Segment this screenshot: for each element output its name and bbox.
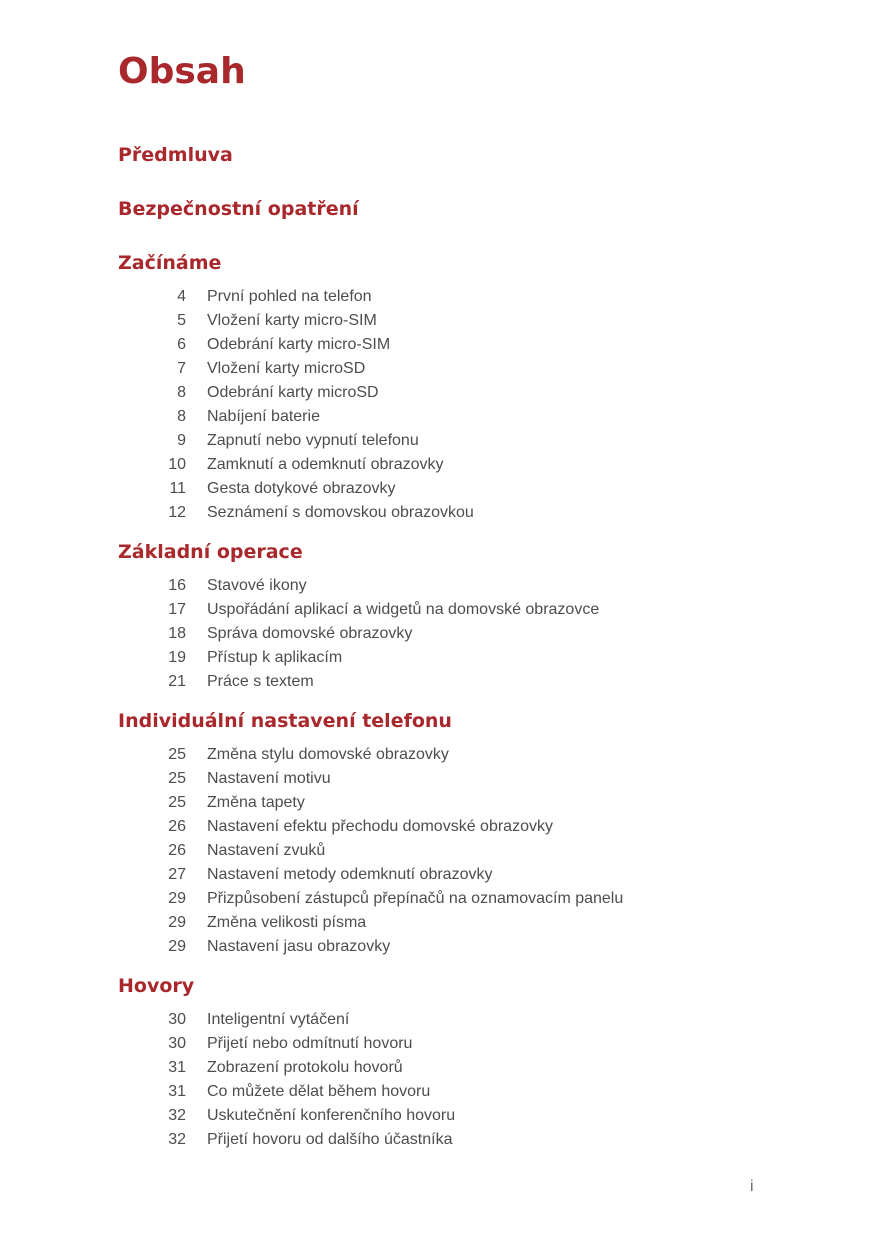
toc-entry[interactable] <box>118 767 758 791</box>
toc-entry[interactable] <box>118 839 758 863</box>
entry-page-number: 16 <box>168 577 186 594</box>
toc-entry[interactable] <box>118 622 758 646</box>
toc-entry[interactable] <box>118 1008 758 1032</box>
entry-title: Stavové ikony <box>207 577 307 594</box>
toc-entry[interactable] <box>118 887 758 911</box>
page-number: i <box>750 1178 754 1195</box>
entry-title: Nastavení efektu přechodu domovské obrazovky <box>207 818 553 835</box>
toc-entry[interactable] <box>118 357 758 381</box>
entry-page-number: 4 <box>177 288 186 305</box>
entry-title: Gesta dotykové obrazovky <box>207 480 396 497</box>
toc-entry[interactable] <box>118 477 758 501</box>
toc-section <box>118 140 758 170</box>
toc-entry[interactable] <box>118 501 758 525</box>
entry-page-number: 9 <box>177 432 186 449</box>
entry-page-number: 26 <box>168 818 186 835</box>
entry-page-number: 8 <box>177 384 186 401</box>
entry-page-number: 32 <box>168 1131 186 1148</box>
entry-page-number: 29 <box>168 938 186 955</box>
entry-page-number: 30 <box>168 1035 186 1052</box>
entry-page-number: 17 <box>168 601 186 618</box>
entry-title: Nastavení motivu <box>207 770 331 787</box>
toc-entry[interactable] <box>118 1080 758 1104</box>
entry-page-number: 7 <box>177 360 186 377</box>
toc-entry[interactable] <box>118 670 758 694</box>
entry-title: Nastavení jasu obrazovky <box>207 938 391 955</box>
toc-entry[interactable] <box>118 574 758 598</box>
toc-entry[interactable] <box>118 453 758 477</box>
toc-entry-list <box>118 1001 758 1152</box>
toc-entry[interactable] <box>118 598 758 622</box>
toc-entry[interactable] <box>118 1128 758 1152</box>
entry-title: Zobrazení protokolu hovorů <box>207 1059 403 1076</box>
entry-page-number: 31 <box>168 1083 186 1100</box>
toc-entry[interactable] <box>118 815 758 839</box>
entry-title: Změna stylu domovské obrazovky <box>207 746 449 763</box>
section-heading[interactable]: Začínáme <box>118 252 222 274</box>
table-of-contents <box>118 140 758 1164</box>
toc-entry-list <box>118 736 758 959</box>
entry-page-number: 8 <box>177 408 186 425</box>
toc-entry[interactable] <box>118 1104 758 1128</box>
entry-page-number: 31 <box>168 1059 186 1076</box>
entry-page-number: 21 <box>168 673 186 690</box>
toc-entry[interactable] <box>118 309 758 333</box>
toc-section <box>118 194 758 224</box>
section-heading[interactable]: Hovory <box>118 975 195 997</box>
toc-entry[interactable] <box>118 743 758 767</box>
entry-page-number: 5 <box>177 312 186 329</box>
entry-title: Práce s textem <box>207 673 314 690</box>
toc-entry[interactable] <box>118 646 758 670</box>
toc-entry[interactable] <box>118 1032 758 1056</box>
entry-title: Odebrání karty micro-SIM <box>207 336 391 353</box>
entry-page-number: 25 <box>168 746 186 763</box>
entry-title: Přijetí nebo odmítnutí hovoru <box>207 1035 413 1052</box>
toc-entry[interactable] <box>118 429 758 453</box>
entry-title: Přizpůsobení zástupců přepínačů na oznamovacím panelu <box>207 890 624 907</box>
entry-title: Přijetí hovoru od dalšího účastníka <box>207 1131 453 1148</box>
entry-page-number: 25 <box>168 770 186 787</box>
entry-title: Co můžete dělat během hovoru <box>207 1083 431 1100</box>
entry-title: Uskutečnění konferenčního hovoru <box>207 1107 456 1124</box>
toc-entry[interactable] <box>118 911 758 935</box>
entry-page-number: 18 <box>168 625 186 642</box>
entry-title: Změna velikosti písma <box>207 914 367 931</box>
entry-page-number: 26 <box>168 842 186 859</box>
entry-title: Inteligentní vytáčení <box>207 1011 350 1028</box>
entry-title: Nabíjení baterie <box>207 408 320 425</box>
section-heading[interactable]: Individuální nastavení telefonu <box>118 710 452 732</box>
entry-title: Seznámení s domovskou obrazovkou <box>207 504 474 521</box>
toc-entry[interactable] <box>118 333 758 357</box>
entry-title: Uspořádání aplikací a widgetů na domovské obrazovce <box>207 601 600 618</box>
entry-page-number: 10 <box>168 456 186 473</box>
entry-page-number: 29 <box>168 914 186 931</box>
entry-title: Změna tapety <box>207 794 305 811</box>
toc-entry[interactable] <box>118 1056 758 1080</box>
toc-section <box>118 706 758 959</box>
entry-title: Zapnutí nebo vypnutí telefonu <box>207 432 419 449</box>
toc-entry-list <box>118 278 758 525</box>
entry-page-number: 29 <box>168 890 186 907</box>
toc-entry[interactable] <box>118 863 758 887</box>
toc-section <box>118 971 758 1152</box>
section-heading[interactable]: Předmluva <box>118 144 233 166</box>
entry-title: Přístup k aplikacím <box>207 649 343 666</box>
entry-page-number: 25 <box>168 794 186 811</box>
entry-title: Nastavení zvuků <box>207 842 326 859</box>
entry-page-number: 6 <box>177 336 186 353</box>
entry-title: Zamknutí a odemknutí obrazovky <box>207 456 444 473</box>
toc-entry[interactable] <box>118 791 758 815</box>
entry-title: Nastavení metody odemknutí obrazovky <box>207 866 493 883</box>
entry-title: Vložení karty microSD <box>207 360 366 377</box>
toc-section <box>118 537 758 694</box>
entry-title: První pohled na telefon <box>207 288 372 305</box>
entry-page-number: 32 <box>168 1107 186 1124</box>
entry-title: Vložení karty micro-SIM <box>207 312 377 329</box>
toc-section <box>118 248 758 525</box>
entry-page-number: 30 <box>168 1011 186 1028</box>
entry-page-number: 11 <box>169 480 186 497</box>
section-heading[interactable]: Bezpečnostní opatření <box>118 198 359 220</box>
entry-title: Odebrání karty microSD <box>207 384 379 401</box>
toc-entry[interactable] <box>118 935 758 959</box>
toc-entry[interactable] <box>118 285 758 309</box>
toc-entry[interactable] <box>118 381 758 405</box>
entry-page-number: 27 <box>168 866 186 883</box>
entry-page-number: 12 <box>168 504 186 521</box>
section-heading[interactable]: Základní operace <box>118 541 303 563</box>
entry-page-number: 19 <box>168 649 186 666</box>
page-title: Obsah <box>118 51 246 92</box>
toc-entry-list <box>118 567 758 694</box>
toc-entry[interactable] <box>118 405 758 429</box>
entry-title: Správa domovské obrazovky <box>207 625 413 642</box>
